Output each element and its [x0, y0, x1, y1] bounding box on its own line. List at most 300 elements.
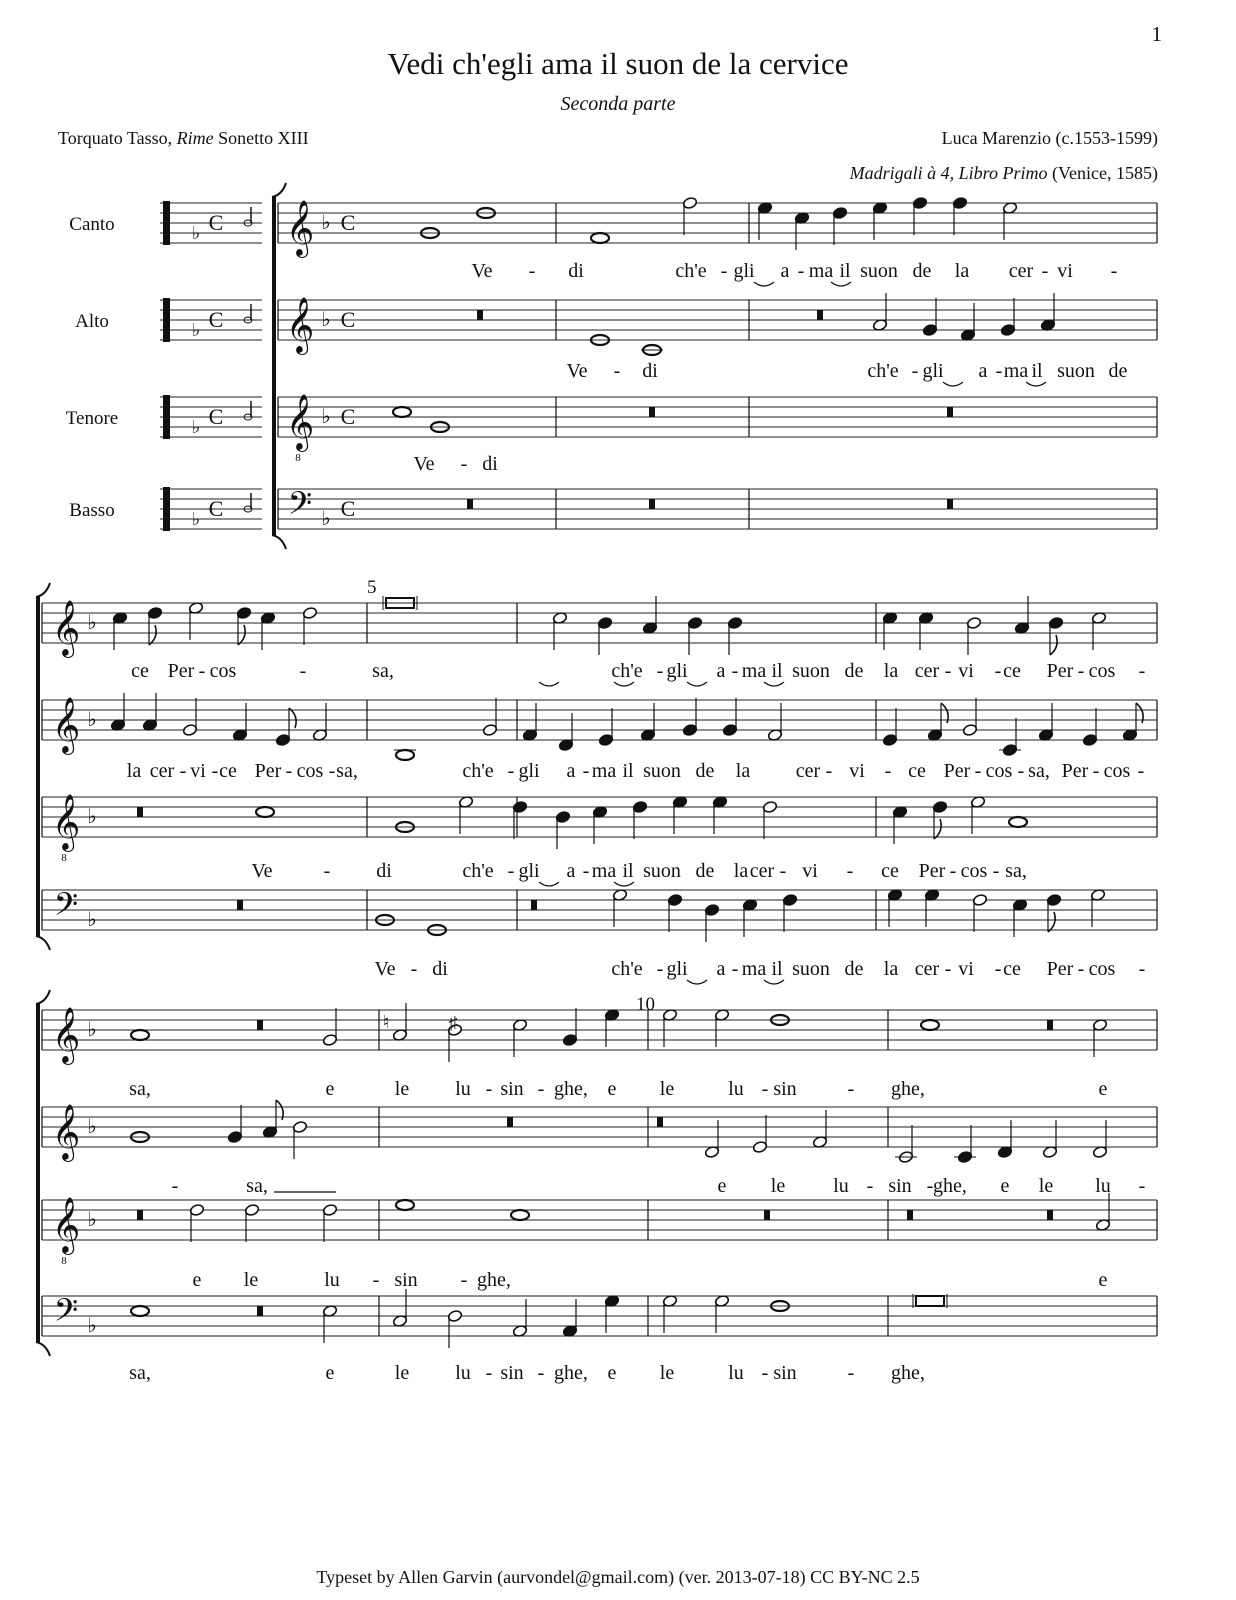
- lyric-syllable: lu: [1095, 1175, 1111, 1197]
- lyric-syllable: suon: [860, 260, 898, 282]
- key-signature-flat: ♭: [87, 1019, 97, 1041]
- half-note: [244, 1203, 259, 1216]
- lyric-hyphen: -: [995, 360, 1003, 382]
- lyric-hyphen: -: [299, 660, 307, 682]
- lyric-syllable: suon: [643, 860, 681, 882]
- lyric-syllable: ch'e: [867, 360, 899, 382]
- lyric-syllable: gli: [666, 958, 688, 980]
- lyric-syllable: gli: [518, 860, 540, 882]
- lyric-syllable: Ve: [566, 360, 588, 382]
- lyric-syllable: Per: [1046, 958, 1074, 980]
- lyric-syllable: ghe,: [891, 1362, 925, 1384]
- lyric-syllable: le: [659, 1078, 675, 1100]
- incipit-clef: [163, 298, 170, 342]
- lyric-syllable: le: [659, 1362, 675, 1384]
- half-note: [972, 893, 987, 906]
- source-rest: (Venice, 1585): [1047, 163, 1158, 183]
- whole-note: [256, 807, 274, 817]
- lyric-syllable: a: [566, 760, 576, 782]
- lyric-hyphen: -: [825, 760, 833, 782]
- quarter-note: [1046, 893, 1061, 906]
- clef-bass: 𝄢: [287, 487, 313, 529]
- lyric-hyphen: -: [582, 860, 590, 882]
- time-signature: C: [340, 404, 356, 429]
- incipit-mensuration: C: [208, 404, 224, 429]
- elision-arc: [943, 382, 963, 386]
- lyric-hyphen: -: [797, 260, 805, 282]
- lyric-hyphen: -: [582, 760, 590, 782]
- lyric-hyphen: -: [911, 360, 919, 382]
- lyric-hyphen: -: [1077, 958, 1085, 980]
- half-note: [752, 1140, 767, 1153]
- quarter-note: [1048, 616, 1063, 629]
- piece-title: Vedi ch'egli ama il suon de la cervice: [387, 46, 849, 81]
- lyric-hyphen: -: [507, 760, 515, 782]
- bracket-hook-top: [36, 583, 50, 597]
- lyric-syllable: lu: [455, 1078, 471, 1100]
- rest: [137, 1210, 143, 1220]
- half-note: [182, 723, 197, 736]
- clef-treble: 𝄞: [51, 602, 81, 655]
- whole-note: [591, 233, 609, 243]
- lyric-hyphen: -: [1138, 1175, 1146, 1197]
- lyric-syllable: e: [607, 1362, 617, 1384]
- lyric-syllable: cos: [985, 760, 1013, 782]
- lyric-syllable: Per: [943, 760, 971, 782]
- quarter-note: [236, 606, 251, 619]
- system-3: [36, 990, 1157, 1356]
- lyric-hyphen: -: [372, 1269, 380, 1291]
- rest: [137, 807, 143, 817]
- incipit-mensuration: C: [208, 210, 224, 235]
- clef-bass: 𝄢: [53, 888, 79, 930]
- lyric-syllable: Ve: [251, 860, 273, 882]
- key-signature-flat: ♭: [321, 309, 331, 331]
- lyric-syllable: sin: [773, 1362, 797, 1384]
- rest: [237, 900, 243, 910]
- lyric-syllable: de: [844, 660, 864, 682]
- incipit-clef: [163, 487, 170, 531]
- note-flag: [1048, 912, 1055, 932]
- lyric-hyphen: -: [537, 1078, 545, 1100]
- lyric-syllable: lu: [728, 1078, 744, 1100]
- lyric-hyphen: -: [761, 1362, 769, 1384]
- lyric-hyphen: -: [944, 660, 952, 682]
- lyric-hyphen: -: [974, 760, 982, 782]
- bracket-hook-top: [36, 990, 50, 1004]
- lyric-syllable: il: [622, 760, 634, 782]
- lyric-syllable: de: [844, 958, 864, 980]
- quarter-note: [912, 196, 927, 209]
- half-note: [682, 196, 697, 209]
- clef-treble8: 𝄞: [51, 796, 81, 849]
- lyric-syllable: Per: [1061, 760, 1089, 782]
- rest: [257, 1020, 263, 1030]
- lyric-syllable: ma: [808, 260, 834, 282]
- lyric-syllable: ma: [741, 660, 767, 682]
- lyric-hyphen: -: [485, 1362, 493, 1384]
- composer-credit: Luca Marenzio (c.1553-1599): [941, 128, 1158, 148]
- bracket-hook-bottom: [36, 936, 50, 950]
- lyric-hyphen: -: [179, 760, 187, 782]
- measure-number: 10: [636, 994, 655, 1015]
- lyric-syllable: ma: [591, 860, 617, 882]
- lyric-hyphen: -: [285, 760, 293, 782]
- lyric-hyphen: -: [613, 360, 621, 382]
- lyric-syllable: ch'e: [611, 660, 643, 682]
- lyric-hyphen: -: [1017, 760, 1025, 782]
- clef-bass: 𝄢: [53, 1294, 79, 1336]
- rest: [817, 310, 823, 320]
- lyric-syllable: cos: [1103, 760, 1131, 782]
- lyric-syllable: la: [954, 260, 970, 282]
- lyric-syllable: lu: [455, 1362, 471, 1384]
- rest: [907, 1210, 913, 1220]
- note-flag: [1050, 635, 1057, 655]
- half-note: [189, 1203, 204, 1216]
- lyric-syllable: Per: [167, 660, 195, 682]
- lyric-syllable: ma: [1003, 360, 1029, 382]
- lyric-syllable: ce: [219, 760, 237, 782]
- half-note: [322, 1033, 337, 1046]
- incipit-key-flat: ♭: [191, 223, 201, 243]
- half-note: [302, 606, 317, 619]
- lyric-syllable: sa,: [1028, 760, 1050, 782]
- lyric-hyphen: -: [731, 958, 739, 980]
- rest: [649, 407, 655, 417]
- lyric-syllable: Per: [254, 760, 282, 782]
- rest: [657, 1117, 663, 1127]
- lyric-hyphen: -: [949, 860, 957, 882]
- lyric-hyphen: -: [1137, 760, 1145, 782]
- quarter-note: [667, 893, 682, 906]
- incipit-key-flat: ♭: [191, 417, 201, 437]
- lyric-hyphen: -: [926, 1175, 934, 1197]
- clef-treble8: 𝄞: [285, 396, 315, 449]
- lyric-hyphen: -: [328, 760, 336, 782]
- key-signature-flat: ♭: [87, 612, 97, 634]
- clef-treble8-octave: 8: [61, 1255, 67, 1267]
- lyric-hyphen: -: [656, 660, 664, 682]
- quarter-note: [1082, 733, 1097, 746]
- rest: [1047, 1020, 1053, 1030]
- whole-note: [396, 750, 414, 760]
- clef-treble8-octave: 8: [295, 452, 301, 464]
- lyric-hyphen: -: [460, 1269, 468, 1291]
- half-note: [482, 723, 497, 736]
- lyric-syllable: vi: [958, 660, 974, 682]
- quarter-note: [782, 893, 797, 906]
- note-flag: [149, 625, 156, 645]
- lyric-syllable: sa,: [336, 760, 358, 782]
- voice-name-basso: Basso: [69, 500, 115, 521]
- lyric-syllable: il: [1031, 360, 1043, 382]
- lyric-syllable: ch'e: [675, 260, 707, 282]
- lyric-syllable: ce: [908, 760, 926, 782]
- rest: [531, 900, 537, 910]
- lyric-hyphen: -: [1077, 660, 1085, 682]
- lyric-syllable: sin: [773, 1078, 797, 1100]
- lyric-syllable: lu: [728, 1362, 744, 1384]
- elision-arc: [539, 682, 559, 686]
- incipit-key-flat: ♭: [191, 320, 201, 340]
- key-signature-flat: ♭: [87, 1116, 97, 1138]
- lyric-hyphen: -: [323, 860, 331, 882]
- lyric-syllable: la: [883, 958, 899, 980]
- lyric-syllable: cos: [1088, 660, 1116, 682]
- lyric-syllable: sa,: [129, 1078, 151, 1100]
- voice-name-tenore: Tenore: [65, 408, 119, 429]
- rest: [947, 407, 953, 417]
- lyric-syllable: vi: [849, 760, 865, 782]
- elision-arc: [539, 882, 559, 886]
- lyric-syllable: a: [978, 360, 988, 382]
- rest: [947, 499, 953, 509]
- lyric-syllable: vi: [802, 860, 818, 882]
- lyric-syllable: sa,: [129, 1362, 151, 1384]
- quarter-note: [682, 723, 697, 736]
- lyric-syllable: e: [607, 1078, 617, 1100]
- measure-number: 5: [367, 577, 377, 598]
- quarter-note: [275, 733, 290, 746]
- half-note: [762, 800, 777, 813]
- lyric-syllable: sin: [500, 1078, 524, 1100]
- incipit-clef: [163, 395, 170, 439]
- clef-treble: 𝄞: [285, 299, 315, 352]
- clef-treble: 𝄞: [51, 1009, 81, 1062]
- lyric-syllable: la: [733, 860, 749, 882]
- quarter-note: [952, 196, 967, 209]
- elision-arc: [1026, 382, 1046, 386]
- lyric-syllable: e: [192, 1269, 202, 1291]
- half-note: [447, 1309, 462, 1322]
- voice-name-canto: Canto: [69, 214, 115, 235]
- lyric-syllable: ghe,: [891, 1078, 925, 1100]
- quarter-note: [704, 903, 719, 916]
- lyric-syllable: ce: [1003, 958, 1021, 980]
- key-signature-flat: ♭: [87, 806, 97, 828]
- lyric-syllable: e: [1000, 1175, 1010, 1197]
- lyric-syllable: cer: [914, 660, 940, 682]
- lyric-syllable: e: [325, 1362, 335, 1384]
- elision-arc: [687, 682, 707, 686]
- lyric-hyphen: -: [171, 1175, 179, 1197]
- lyric-syllable: ma: [591, 760, 617, 782]
- rest: [649, 499, 655, 509]
- lyric-syllable: de: [695, 760, 715, 782]
- lyric-syllable: le: [243, 1269, 259, 1291]
- lyric-syllable: sa,: [1005, 860, 1027, 882]
- lyric-syllable: Ve: [413, 453, 435, 475]
- lyric-syllable: la: [126, 760, 142, 782]
- quarter-note: [922, 323, 937, 336]
- elision-arc: [831, 282, 851, 286]
- lyric-syllable: ghe,: [933, 1175, 967, 1197]
- lyric-syllable: di: [376, 860, 392, 882]
- half-note: [962, 723, 977, 736]
- time-signature: C: [340, 307, 356, 332]
- quarter-note: [597, 616, 612, 629]
- lyric-syllable: ghe,: [477, 1269, 511, 1291]
- lyric-syllable: cer: [149, 760, 175, 782]
- lyric-syllable: sin: [888, 1175, 912, 1197]
- lyric-syllable: e: [325, 1078, 335, 1100]
- lyric-syllable: le: [770, 1175, 786, 1197]
- lyric-syllable: sin: [394, 1269, 418, 1291]
- lyric-syllable: a: [716, 958, 726, 980]
- elision-arc: [614, 682, 634, 686]
- key-signature-flat: ♭: [87, 1315, 97, 1337]
- incipit-mensuration: C: [208, 496, 224, 521]
- lyric-syllable: Per: [1046, 660, 1074, 682]
- lyric-hyphen: -: [944, 958, 952, 980]
- lyric-hyphen: -: [410, 958, 418, 980]
- key-signature-flat: ♭: [87, 709, 97, 731]
- lyric-hyphen: -: [846, 860, 854, 882]
- quarter-note: [598, 733, 613, 746]
- lyric-hyphen: -: [528, 260, 536, 282]
- page-number: 1: [1151, 22, 1162, 46]
- key-signature-flat: ♭: [321, 212, 331, 234]
- rest: [467, 499, 473, 509]
- lyric-syllable: de: [1108, 360, 1128, 382]
- lyric-syllable: e: [717, 1175, 727, 1197]
- whole-note: [921, 1020, 939, 1030]
- elision-arc: [764, 682, 784, 686]
- lyric-syllable: sa,: [246, 1175, 268, 1197]
- quarter-note: [687, 616, 702, 629]
- lyric-syllable: lu: [324, 1269, 340, 1291]
- lyric-syllable: gli: [666, 660, 688, 682]
- quarter-note: [832, 206, 847, 219]
- lyric-hyphen: -: [847, 1362, 855, 1384]
- incipit-clef: [163, 201, 170, 245]
- quarter-note: [555, 810, 570, 823]
- lyric-syllable: sin: [500, 1362, 524, 1384]
- lyric-syllable: suon: [643, 760, 681, 782]
- lyric-hyphen: -: [847, 1078, 855, 1100]
- breve-note: [916, 1296, 944, 1306]
- rest: [1047, 1210, 1053, 1220]
- lyric-hyphen: -: [1041, 260, 1049, 282]
- clef-treble8-octave: 8: [61, 852, 67, 864]
- lyric-hyphen: -: [656, 958, 664, 980]
- lyric-hyphen: -: [211, 760, 219, 782]
- lyric-syllable: suon: [792, 660, 830, 682]
- lyric-syllable: suon: [792, 958, 830, 980]
- quarter-note: [632, 800, 647, 813]
- incipit-mensuration: C: [208, 307, 224, 332]
- whole-note: [393, 407, 411, 417]
- lyric-hyphen: -: [884, 760, 892, 782]
- lyric-syllable: ch'e: [462, 860, 494, 882]
- poet-rest: Sonetto XIII: [213, 128, 309, 148]
- key-signature-flat: ♭: [321, 406, 331, 428]
- lyric-hyphen: -: [994, 958, 1002, 980]
- key-signature-flat: ♭: [87, 1209, 97, 1231]
- lyric-syllable: il: [839, 260, 851, 282]
- lyric-syllable: ghe,: [554, 1362, 588, 1384]
- half-note: [966, 616, 981, 629]
- half-note: [292, 1120, 307, 1133]
- incipit-key-flat: ♭: [191, 509, 201, 529]
- whole-note: [131, 1306, 149, 1316]
- whole-note: [1009, 817, 1027, 827]
- whole-note: [131, 1030, 149, 1040]
- poet-work: Rime: [176, 128, 214, 148]
- lyric-syllable: e: [1098, 1078, 1108, 1100]
- lyric-hyphen: -: [866, 1175, 874, 1197]
- rest: [257, 1306, 263, 1316]
- lyric-hyphen: -: [507, 860, 515, 882]
- lyric-syllable: di: [642, 360, 658, 382]
- lyric-syllable: Per: [918, 860, 946, 882]
- lyric-syllable: ma: [741, 958, 767, 980]
- lyric-syllable: le: [394, 1078, 410, 1100]
- lyric-syllable: vi: [958, 958, 974, 980]
- lyric-syllable: cos: [209, 660, 237, 682]
- lyric-hyphen: -: [485, 1078, 493, 1100]
- lyric-hyphen: -: [720, 260, 728, 282]
- lyric-syllable: cos: [296, 760, 324, 782]
- half-note: [322, 1203, 337, 1216]
- lyric-hyphen: -: [1138, 660, 1146, 682]
- poet-author: Torquato Tasso,: [58, 128, 177, 148]
- clef-treble8: 𝄞: [51, 1199, 81, 1252]
- note-flag: [934, 819, 941, 839]
- lyric-syllable: ce: [131, 660, 149, 682]
- lyric-syllable: le: [1038, 1175, 1054, 1197]
- clef-treble: 𝄞: [51, 699, 81, 752]
- quarter-note: [722, 723, 737, 736]
- time-signature: C: [340, 496, 356, 521]
- bracket-hook-bottom: [36, 1342, 50, 1356]
- sharp-sign: ♯: [448, 1013, 458, 1033]
- quarter-note: [227, 1130, 242, 1143]
- lyric-syllable: le: [394, 1362, 410, 1384]
- footer-credit: Typeset by Allen Garvin (aurvondel@gmail.com) (ver. 2013-07-18) CC BY-NC 2.5: [316, 1567, 920, 1587]
- lyric-syllable: cer: [1008, 260, 1034, 282]
- bracket-hook-top: [272, 183, 286, 197]
- lyric-hyphen: -: [537, 1362, 545, 1384]
- lyric-syllable: sa,: [372, 660, 394, 682]
- lyric-syllable: e: [1098, 1269, 1108, 1291]
- quarter-note: [562, 1033, 577, 1046]
- lyric-syllable: suon: [1057, 360, 1095, 382]
- lyric-syllable: di: [482, 453, 498, 475]
- voice-name-alto: Alto: [75, 311, 109, 332]
- whole-note: [511, 1210, 529, 1220]
- lyric-syllable: di: [432, 958, 448, 980]
- lyric-syllable: Ve: [471, 260, 493, 282]
- lyric-syllable: il: [622, 860, 634, 882]
- lyric-hyphen: -: [779, 860, 787, 882]
- lyric-syllable: gli: [733, 260, 755, 282]
- lyric-syllable: a: [716, 660, 726, 682]
- lyric-syllable: ghe,: [554, 1078, 588, 1100]
- quarter-note: [1000, 323, 1015, 336]
- lyric-syllable: di: [568, 260, 584, 282]
- source-work: Madrigali à 4, Libro Primo: [849, 163, 1048, 183]
- clef-treble: 𝄞: [285, 202, 315, 255]
- elision-arc: [754, 282, 774, 286]
- piece-subtitle: Seconda parte: [560, 93, 676, 115]
- lyric-hyphen: -: [1110, 260, 1118, 282]
- lyric-syllable: cos: [960, 860, 988, 882]
- lyric-syllable: gli: [922, 360, 944, 382]
- time-signature: C: [340, 210, 356, 235]
- lyric-syllable: vi: [1057, 260, 1073, 282]
